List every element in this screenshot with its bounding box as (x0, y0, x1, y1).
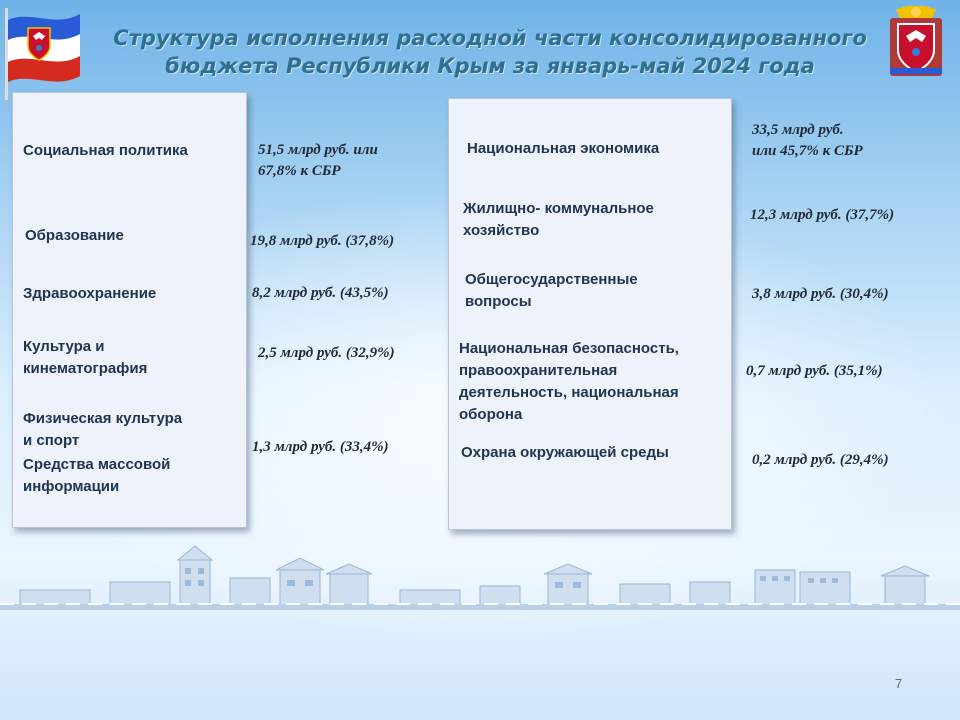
category-healthcare: Здравоохранение (23, 285, 157, 302)
crimea-flag-icon (0, 0, 90, 100)
category-sport (23, 408, 182, 452)
value-general-public-affairs: 3,8 млрд руб. (30,4%) (752, 286, 889, 302)
value-national-economy-line-1: 33,5 млрд руб. (752, 122, 844, 138)
value-environmental-protection: 0,2 млрд руб. (29,4%) (752, 452, 889, 468)
category-national-security-line-3: деятельность, национальная (459, 384, 679, 401)
value-housing-utilities: 12,3 млрд руб. (37,7%) (750, 207, 895, 223)
category-national-economy: Национальная экономика (467, 140, 660, 157)
title-line-1: Структура исполнения расходной части консолидированного (113, 26, 867, 50)
category-national-security-line-4: оборона (459, 406, 523, 423)
city-skyline-decoration (0, 540, 960, 620)
slide-title (80, 24, 900, 80)
category-culture-line-1: Культура и (23, 338, 105, 355)
category-culture-line-2: кинематография (23, 360, 148, 377)
left-panel (12, 92, 247, 528)
category-social-policy: Социальная политика (23, 142, 188, 159)
value-social-policy (258, 140, 378, 182)
category-general-public-affairs-line-2: вопросы (465, 293, 532, 310)
value-national-economy-line-2: или 45,7% к СБР (752, 143, 863, 159)
category-environmental-protection: Охрана окружающей среды (461, 444, 669, 461)
category-housing-utilities (463, 198, 654, 242)
value-social-policy-line-1: 51,5 млрд руб. или (258, 142, 378, 158)
value-culture: 2,5 млрд руб. (32,9%) (258, 345, 395, 361)
category-general-public-affairs-line-1: Общегосударственные (465, 271, 638, 288)
category-mass-media (23, 454, 170, 498)
category-culture (23, 336, 147, 380)
title-line-2: бюджета Республики Крым за январь-май 2024 года (165, 54, 815, 78)
category-housing-utilities-line-2: хозяйство (463, 222, 540, 239)
right-panel (448, 98, 732, 530)
category-housing-utilities-line-1: Жилищно- коммунальное (463, 200, 654, 217)
value-healthcare: 8,2 млрд руб. (43,5%) (252, 285, 389, 301)
category-national-security-line-1: Национальная безопасность, (459, 340, 679, 357)
value-sport-media: 1,3 млрд руб. (33,4%) (252, 439, 389, 455)
category-general-public-affairs (465, 269, 638, 313)
category-national-security-line-2: правоохранительная (459, 362, 618, 379)
value-social-policy-line-2: 67,8% к СБР (258, 163, 341, 179)
value-national-economy (752, 120, 863, 162)
category-mass-media-line-1: Средства массовой (23, 456, 171, 473)
value-education: 19,8 млрд руб. (37,8%) (250, 233, 395, 249)
category-sport-line-2: и спорт (23, 432, 80, 449)
category-national-security (459, 338, 679, 426)
value-national-security: 0,7 млрд руб. (35,1%) (746, 363, 883, 379)
category-sport-line-1: Физическая культура (23, 410, 183, 427)
page-number: 7 (895, 676, 903, 691)
category-mass-media-line-2: информации (23, 478, 120, 495)
category-education: Образование (25, 227, 124, 244)
